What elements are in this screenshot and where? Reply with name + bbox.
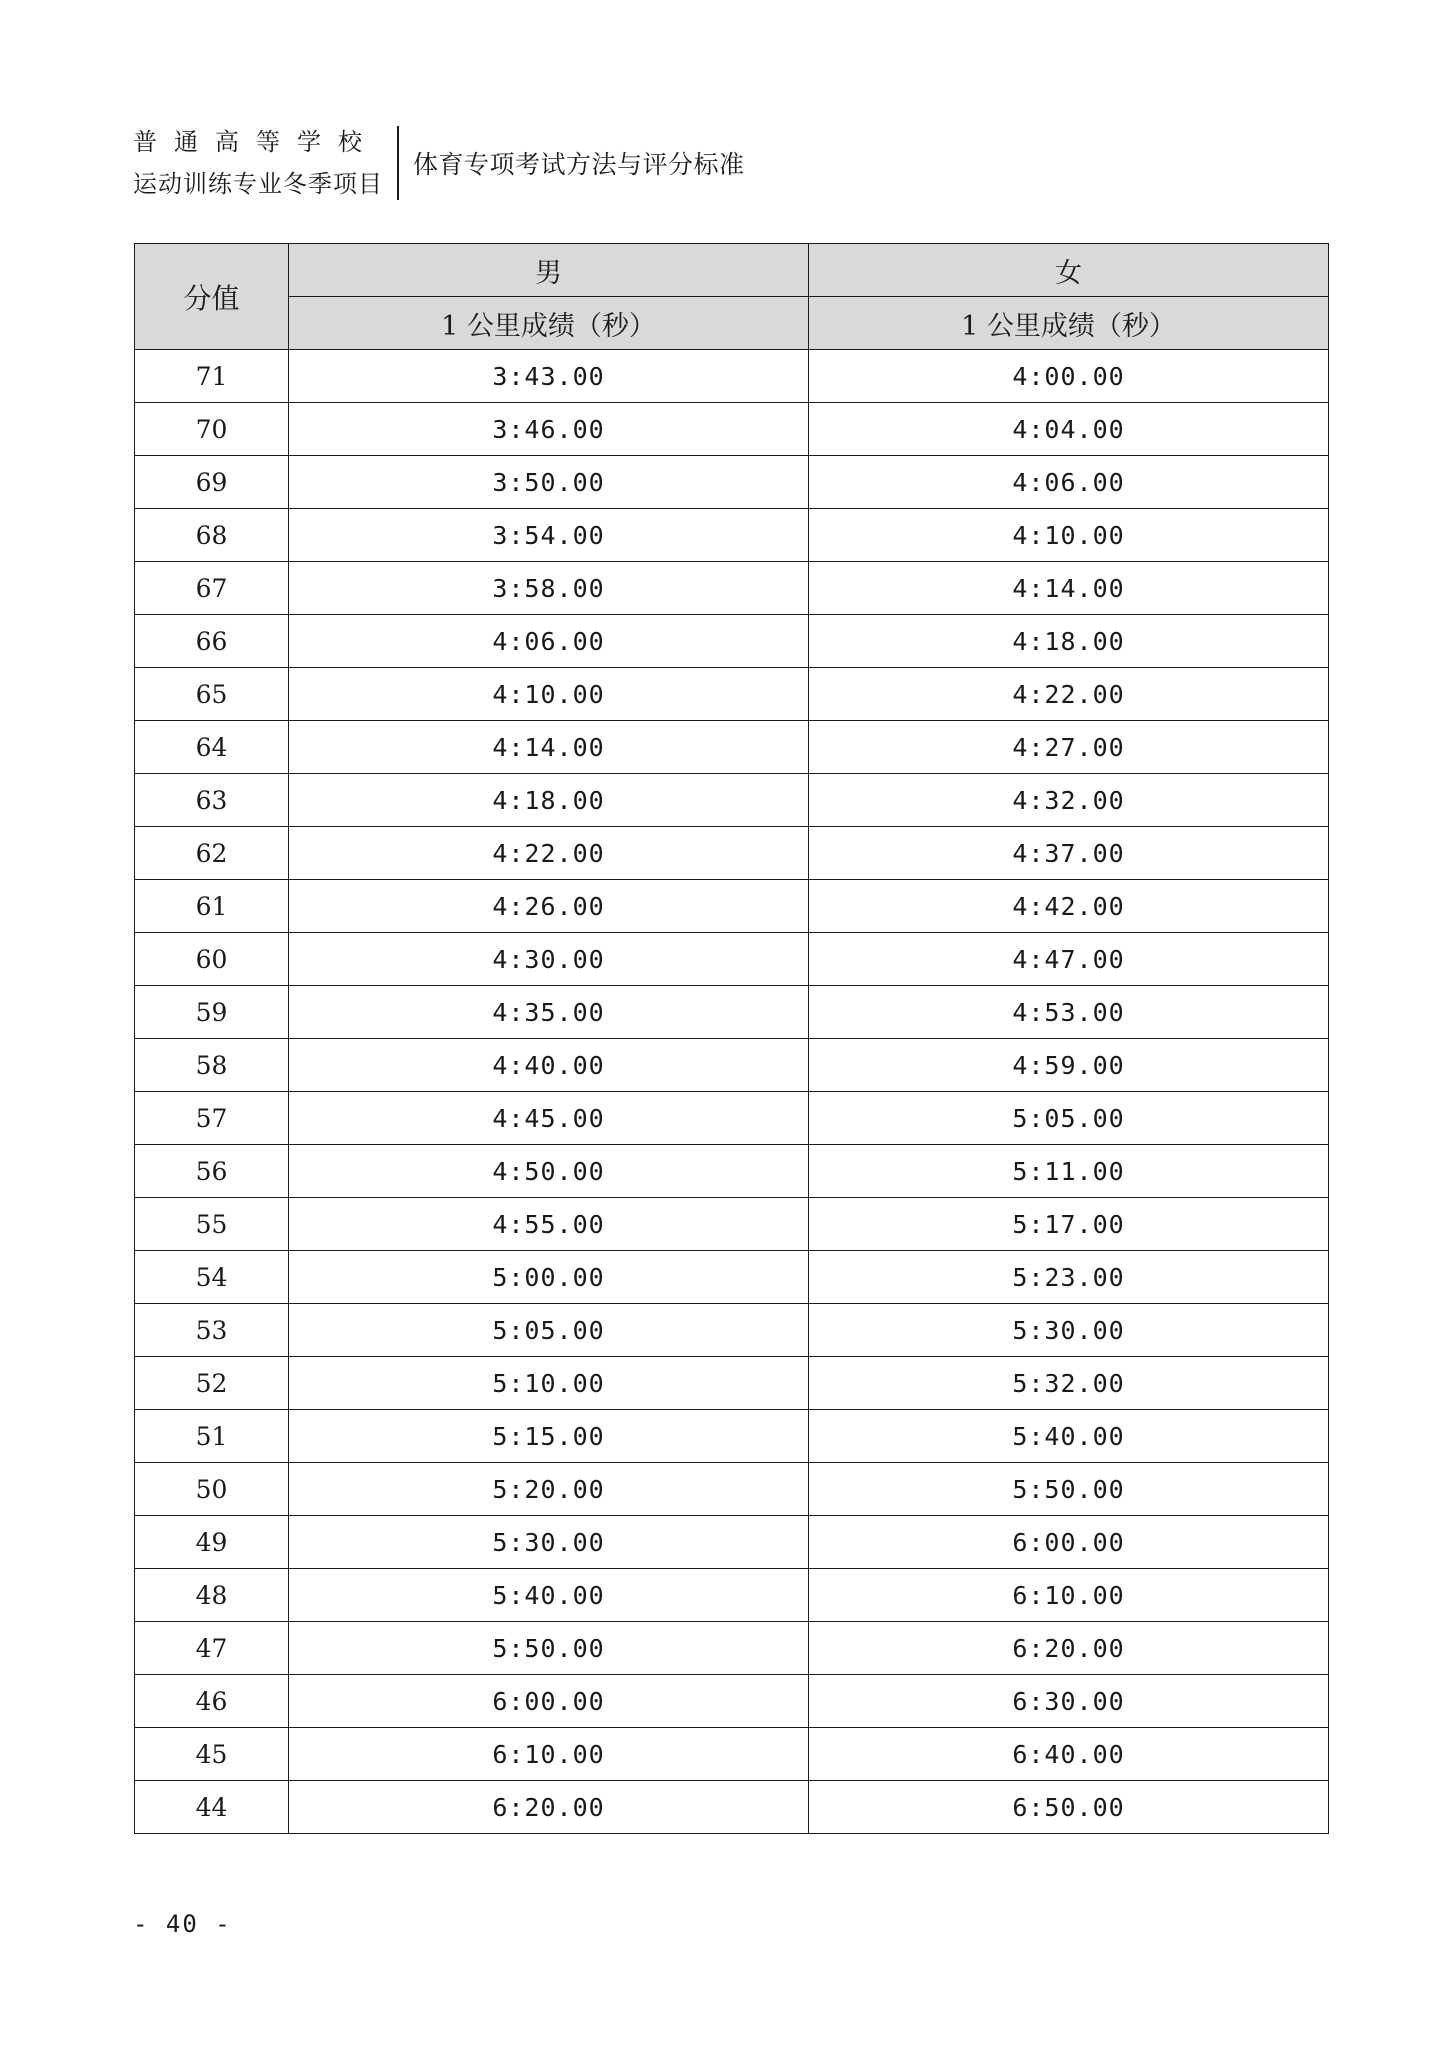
female-time-cell: 5:17.00: [809, 1198, 1329, 1251]
female-time-cell: 4:42.00: [809, 880, 1329, 933]
score-cell: 54: [135, 1251, 289, 1304]
score-cell: 50: [135, 1463, 289, 1516]
male-time-cell: 4:14.00: [289, 721, 809, 774]
male-time-cell: 4:10.00: [289, 668, 809, 721]
table-head: [135, 244, 1329, 350]
score-cell: 64: [135, 721, 289, 774]
female-time-cell: 4:53.00: [809, 986, 1329, 1039]
table-subheader-row: [135, 297, 1329, 350]
table-row: [135, 1357, 1329, 1410]
table-row: [135, 562, 1329, 615]
table-row: [135, 721, 1329, 774]
female-time-cell: 4:47.00: [809, 933, 1329, 986]
male-time-cell: 4:06.00: [289, 615, 809, 668]
table-body: [135, 350, 1329, 1834]
female-time-cell: 5:32.00: [809, 1357, 1329, 1410]
female-time-cell: 6:40.00: [809, 1728, 1329, 1781]
male-time-cell: 6:20.00: [289, 1781, 809, 1834]
female-time-cell: 6:20.00: [809, 1622, 1329, 1675]
female-time-cell: 5:05.00: [809, 1092, 1329, 1145]
female-time-cell: 5:11.00: [809, 1145, 1329, 1198]
female-time-cell: 4:00.00: [809, 350, 1329, 403]
table-row: [135, 1251, 1329, 1304]
score-cell: 62: [135, 827, 289, 880]
female-time-cell: 5:40.00: [809, 1410, 1329, 1463]
table-row: [135, 1675, 1329, 1728]
header-institution: 普通高等学校: [133, 128, 379, 156]
female-time-cell: 4:10.00: [809, 509, 1329, 562]
score-table: [134, 243, 1329, 1834]
female-time-cell: 4:59.00: [809, 1039, 1329, 1092]
score-cell: 58: [135, 1039, 289, 1092]
score-cell: 52: [135, 1357, 289, 1410]
table-row: [135, 1198, 1329, 1251]
page-header: [133, 126, 745, 200]
score-cell: 55: [135, 1198, 289, 1251]
score-cell: 48: [135, 1569, 289, 1622]
female-time-cell: 6:50.00: [809, 1781, 1329, 1834]
table-row: [135, 668, 1329, 721]
score-cell: 68: [135, 509, 289, 562]
score-cell: 45: [135, 1728, 289, 1781]
score-cell: 56: [135, 1145, 289, 1198]
male-time-cell: 4:22.00: [289, 827, 809, 880]
female-time-cell: 4:37.00: [809, 827, 1329, 880]
table-row: [135, 1622, 1329, 1675]
score-cell: 65: [135, 668, 289, 721]
male-time-cell: 5:05.00: [289, 1304, 809, 1357]
score-cell: 71: [135, 350, 289, 403]
female-time-cell: 4:04.00: [809, 403, 1329, 456]
male-time-cell: 4:40.00: [289, 1039, 809, 1092]
score-cell: 44: [135, 1781, 289, 1834]
table-row: [135, 456, 1329, 509]
table-row: [135, 1304, 1329, 1357]
table-row: [135, 509, 1329, 562]
score-cell: 61: [135, 880, 289, 933]
male-time-cell: 3:43.00: [289, 350, 809, 403]
score-cell: 57: [135, 1092, 289, 1145]
header-title: 体育专项考试方法与评分标准: [413, 150, 745, 179]
male-time-cell: 5:50.00: [289, 1622, 809, 1675]
table-row: [135, 827, 1329, 880]
male-subheader: 1 公里成绩（秒）: [289, 297, 809, 350]
table-row: [135, 350, 1329, 403]
male-time-cell: 5:10.00: [289, 1357, 809, 1410]
female-time-cell: 4:18.00: [809, 615, 1329, 668]
female-time-cell: 5:23.00: [809, 1251, 1329, 1304]
male-time-cell: 4:45.00: [289, 1092, 809, 1145]
table-row: [135, 403, 1329, 456]
page-number: - 40 -: [133, 1910, 232, 1938]
table-row: [135, 1463, 1329, 1516]
male-time-cell: 5:20.00: [289, 1463, 809, 1516]
female-subheader: 1 公里成绩（秒）: [809, 297, 1329, 350]
male-time-cell: 4:55.00: [289, 1198, 809, 1251]
score-cell: 70: [135, 403, 289, 456]
female-time-cell: 6:30.00: [809, 1675, 1329, 1728]
table-header-row: [135, 244, 1329, 297]
table-row: [135, 1569, 1329, 1622]
table-row: [135, 1781, 1329, 1834]
male-time-cell: 5:30.00: [289, 1516, 809, 1569]
score-cell: 59: [135, 986, 289, 1039]
male-time-cell: 4:50.00: [289, 1145, 809, 1198]
female-time-cell: 4:14.00: [809, 562, 1329, 615]
male-time-cell: 5:00.00: [289, 1251, 809, 1304]
score-cell: 47: [135, 1622, 289, 1675]
table-row: [135, 615, 1329, 668]
female-time-cell: 6:00.00: [809, 1516, 1329, 1569]
score-cell: 63: [135, 774, 289, 827]
male-column-header: 男: [289, 244, 809, 297]
score-column-header: 分值: [135, 244, 289, 350]
table-row: [135, 933, 1329, 986]
female-time-cell: 4:32.00: [809, 774, 1329, 827]
score-cell: 69: [135, 456, 289, 509]
table-row: [135, 1145, 1329, 1198]
table-row: [135, 1516, 1329, 1569]
header-left-block: [133, 126, 397, 200]
male-time-cell: 3:58.00: [289, 562, 809, 615]
table-row: [135, 1728, 1329, 1781]
female-time-cell: 5:30.00: [809, 1304, 1329, 1357]
female-time-cell: 6:10.00: [809, 1569, 1329, 1622]
score-cell: 67: [135, 562, 289, 615]
table-row: [135, 1410, 1329, 1463]
table-row: [135, 1092, 1329, 1145]
female-column-header: 女: [809, 244, 1329, 297]
male-time-cell: 4:35.00: [289, 986, 809, 1039]
male-time-cell: 3:46.00: [289, 403, 809, 456]
male-time-cell: 6:00.00: [289, 1675, 809, 1728]
score-cell: 66: [135, 615, 289, 668]
table-row: [135, 774, 1329, 827]
score-cell: 53: [135, 1304, 289, 1357]
table-row: [135, 986, 1329, 1039]
score-cell: 46: [135, 1675, 289, 1728]
score-cell: 60: [135, 933, 289, 986]
score-cell: 49: [135, 1516, 289, 1569]
male-time-cell: 3:54.00: [289, 509, 809, 562]
header-program: 运动训练专业冬季项目: [133, 170, 383, 198]
female-time-cell: 4:06.00: [809, 456, 1329, 509]
table-row: [135, 880, 1329, 933]
female-time-cell: 5:50.00: [809, 1463, 1329, 1516]
male-time-cell: 3:50.00: [289, 456, 809, 509]
male-time-cell: 5:40.00: [289, 1569, 809, 1622]
male-time-cell: 4:30.00: [289, 933, 809, 986]
score-cell: 51: [135, 1410, 289, 1463]
male-time-cell: 4:18.00: [289, 774, 809, 827]
male-time-cell: 5:15.00: [289, 1410, 809, 1463]
female-time-cell: 4:22.00: [809, 668, 1329, 721]
table-row: [135, 1039, 1329, 1092]
female-time-cell: 4:27.00: [809, 721, 1329, 774]
male-time-cell: 4:26.00: [289, 880, 809, 933]
male-time-cell: 6:10.00: [289, 1728, 809, 1781]
